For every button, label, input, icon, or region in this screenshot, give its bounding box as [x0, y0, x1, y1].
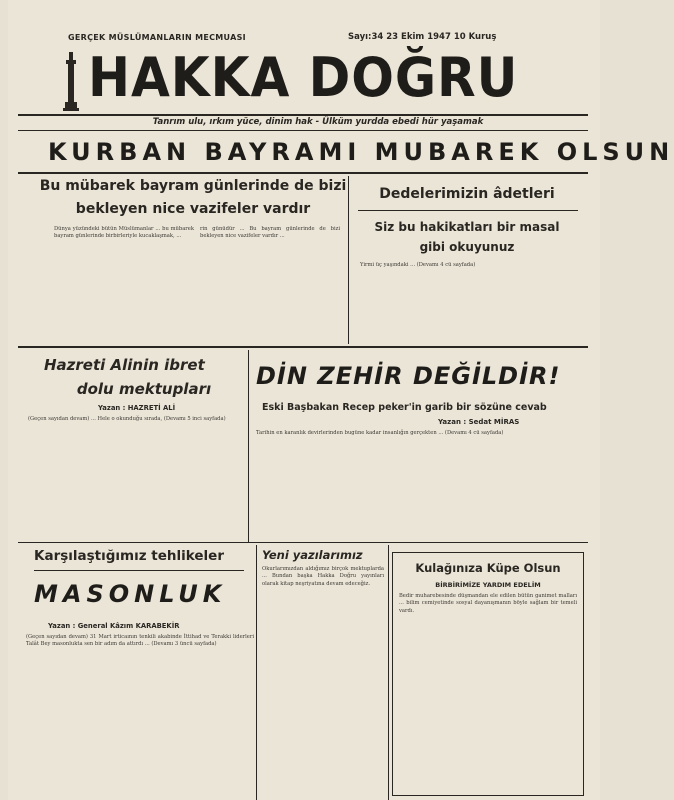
dede-title: Dedelerimizin âdetleri: [379, 186, 555, 202]
dinzehir-body: Tarihin en karanlık devirlerinden bugüne kadar insanlığın gerçekten ... (Devamı 4 cü sayfada): [256, 430, 504, 436]
newspaper-page: [8, 0, 674, 800]
mason-kicker: Karşılaştığımız tehlikeler: [34, 548, 224, 564]
bayram-col-1: Dünya yüzündeki bütün Müslümanlar ... bu mübarek bayram günlerinde birbirleriyle kucaklaşmak, ...: [54, 226, 194, 240]
dede-subtitle-1: Siz bu hakikatları bir masal: [374, 220, 560, 234]
dede-body: Yirmi üç yaşındaki ... (Devamı 4 cü sayfada): [360, 262, 476, 268]
yeni-title: Yeni yazılarımız: [262, 548, 363, 562]
masthead-motto: Tanrım ulu, ırkım yüce, dinim hak - Ülküm yurdda ebedi hür yaşamak: [152, 117, 484, 127]
banner-headline: KURBAN BAYRAMI MUBAREK OLSUN: [48, 138, 674, 166]
mason-body: (Geçen sayıdan devam) 31 Mart irticaının tenkili akabinde İttihad ve Terakki liderleri Talât Bey masonlukta sen bir adım da attırdı ... (Devamı 3 üncü sayfada): [26, 634, 254, 648]
bayram-title-1: Bu mübarek bayram günlerinde de bizi: [39, 178, 347, 194]
bayram-col-2: rin günüdür ... Bu bayram günlerinde de bizi bekleyen nice vazifeler vardır ...: [200, 226, 340, 240]
ali-byline: Yazan : HAZRETİ ALİ: [98, 404, 176, 412]
kulak-title: Kulağınıza Küpe Olsun: [415, 561, 561, 575]
ali-body: (Geçen sayıdan devam) ... Hele o okunduğu sırada, (Devamı 5 inci sayfada): [28, 416, 226, 422]
dinzehir-title: DİN ZEHİR DEĞİLDİR!: [256, 362, 561, 390]
bayram-title-2: bekleyen nice vazifeler vardır: [75, 201, 311, 217]
masthead-title: HAKKA DOĞRU: [88, 46, 519, 109]
mason-byline: Yazan : General Kâzım KARABEKİR: [48, 622, 180, 630]
dede-subtitle-2: gibi okuyunuz: [419, 240, 515, 254]
ali-title-1: Hazreti Alinin ibret: [44, 356, 205, 374]
emblem-icon: [60, 50, 82, 112]
kulak-subtitle: BİRBİRİMİZE YARDIM EDELİM: [435, 581, 541, 589]
dinzehir-subtitle: Eski Başbakan Recep peker'in garib bir sözüne cevab: [262, 402, 547, 413]
dinzehir-byline: Yazan : Sedat MİRAS: [438, 418, 520, 426]
mason-title: MASONLUK: [34, 580, 227, 608]
kulak-box: [392, 552, 584, 796]
kulak-body: Bedir muharebesinde düşmandan ele edilen bütün ganimet malları ... bilim cemiyetinde sosyal dayanışmanın böyle sağlam bir temeli vardı.: [399, 593, 577, 614]
yeni-body: Okurlarımızdan aldığımız birçok mektuplarda ... Bundan başka Hakka Doğru yayınları olarak kitap neşriyatına devam edeceğiz.: [262, 566, 384, 587]
ali-title-2: dolu mektupları: [76, 380, 212, 398]
issue-info: Sayı:34 23 Ekim 1947 10 Kuruş: [348, 32, 497, 42]
masthead-subtitle: GERÇEK MÜSLÜMANLARIN MECMUASI: [68, 33, 246, 42]
